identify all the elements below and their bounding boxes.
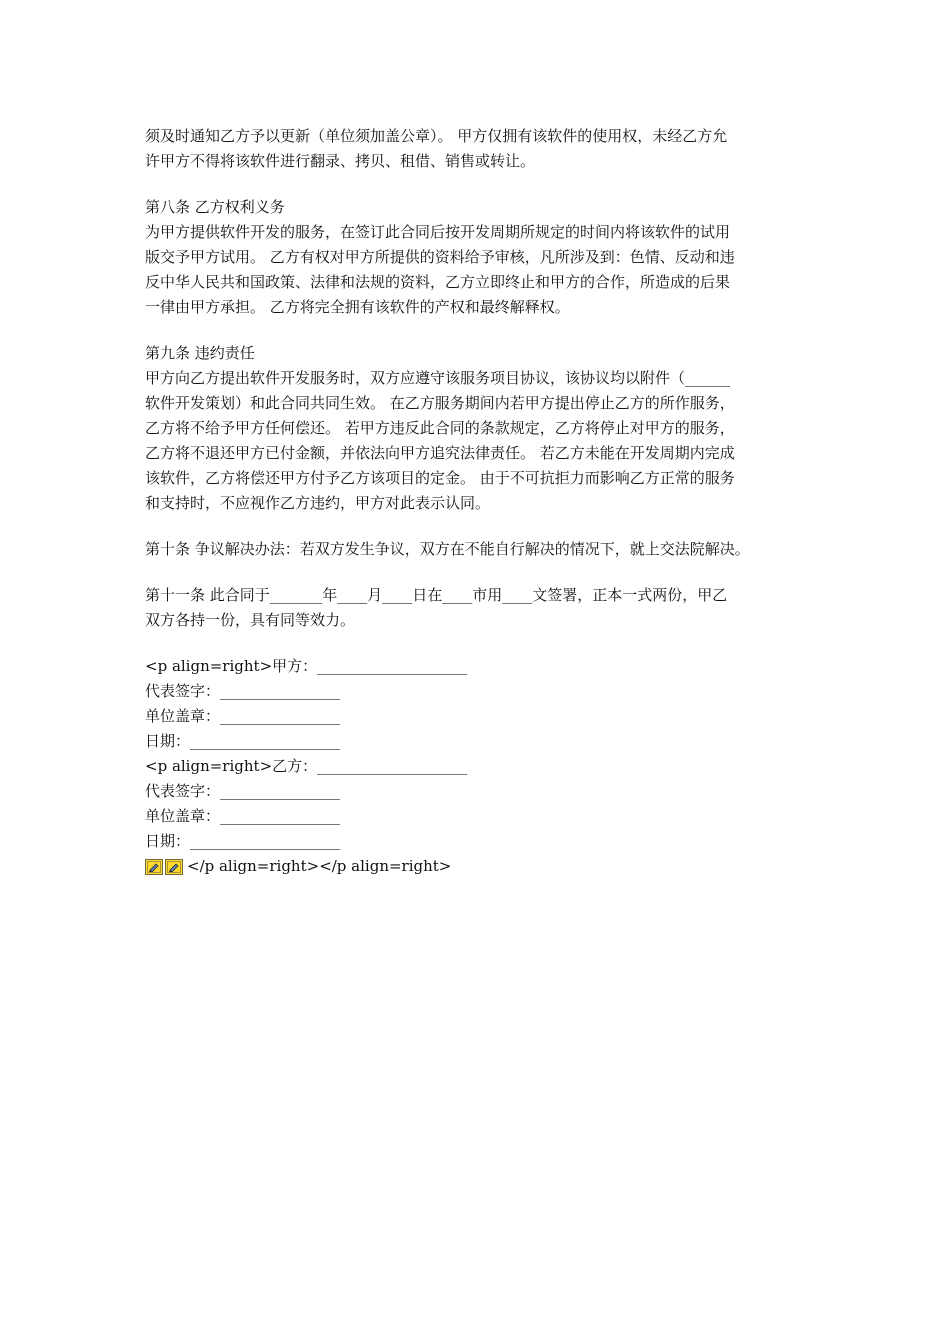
article-8-title: 第八条 乙方权利义务 — [145, 198, 285, 216]
paragraph-line: 乙方将不退还甲方已付金额，并依法向甲方追究法律责任。 若乙方未能在开发周期内完成 — [145, 444, 735, 462]
party-b-signature-field: 代表签字：________________ — [145, 782, 341, 800]
party-a-seal-field: 单位盖章：________________ — [145, 707, 341, 725]
document-body — [145, 124, 825, 879]
paragraph-line: 版交予甲方试用。 乙方有权对甲方所提供的资料给予审核，凡所涉及到：色情、反动和违 — [145, 248, 735, 266]
paragraph-line: 该软件，乙方将偿还甲方付予乙方该项目的定金。 由于不可抗拒力而影响乙方正常的服务 — [145, 469, 735, 487]
paragraph-gap — [145, 174, 825, 195]
paragraph-line: 和支持时，不应视作乙方违约，甲方对此表示认同。 — [145, 494, 491, 512]
paragraph-line: 为甲方提供软件开发的服务，在签订此合同后按开发周期所规定的时间内将该软件的试用 — [145, 223, 731, 241]
closing-line — [145, 854, 825, 879]
party-b-date-field: 日期：____________________ — [145, 832, 341, 850]
paragraph-line: 一律由甲方承担。 乙方将完全拥有该软件的产权和最终解释权。 — [145, 298, 570, 316]
party-b-field: <p align=right>乙方：____________________ — [145, 757, 468, 775]
pencil-icon — [165, 859, 183, 875]
paragraph-line: 甲方向乙方提出软件开发服务时，双方应遵守该服务项目协议，该协议均以附件（______ — [145, 369, 731, 387]
paragraph-line: 须及时通知乙方予以更新（单位须加盖公章）。 甲方仅拥有该软件的使用权，未经乙方允 — [145, 127, 728, 145]
paragraph-line: 软件开发策划）和此合同共同生效。 在乙方服务期间内若甲方提出停止乙方的所作服务， — [145, 394, 735, 412]
paragraph-gap — [145, 562, 825, 583]
party-a-date-field: 日期：____________________ — [145, 732, 341, 750]
party-b-seal-field: 单位盖章：________________ — [145, 807, 341, 825]
pencil-icon — [145, 859, 163, 875]
paragraph-line: 乙方将不给予甲方任何偿还。 若甲方违反此合同的条款规定，乙方将停止对甲方的服务， — [145, 419, 735, 437]
paragraph-line: 双方各持一份，具有同等效力。 — [145, 611, 356, 629]
article-9-title: 第九条 违约责任 — [145, 344, 255, 362]
article-10: 第十条 争议解决办法：若双方发生争议，双方在不能自行解决的情况下，就上交法院解决。 — [145, 540, 750, 558]
paragraph-line: 反中华人民共和国政策、法律和法规的资料，乙方立即终止和甲方的合作，所造成的后果 — [145, 273, 731, 291]
party-a-field: <p align=right>甲方：____________________ — [145, 657, 468, 675]
paragraph-line: 许甲方不得将该软件进行翻录、拷贝、租借、销售或转让。 — [145, 152, 536, 170]
paragraph-gap — [145, 516, 825, 537]
article-11: 第十一条 此合同于_______年____月____日在____市用____文签署，正本一式两份，甲乙 — [145, 586, 728, 604]
trailing-markup-text: </p align=right></p align=right> — [187, 857, 452, 875]
paragraph-gap — [145, 320, 825, 341]
party-a-signature-field: 代表签字：________________ — [145, 682, 341, 700]
paragraph-gap — [145, 633, 825, 654]
